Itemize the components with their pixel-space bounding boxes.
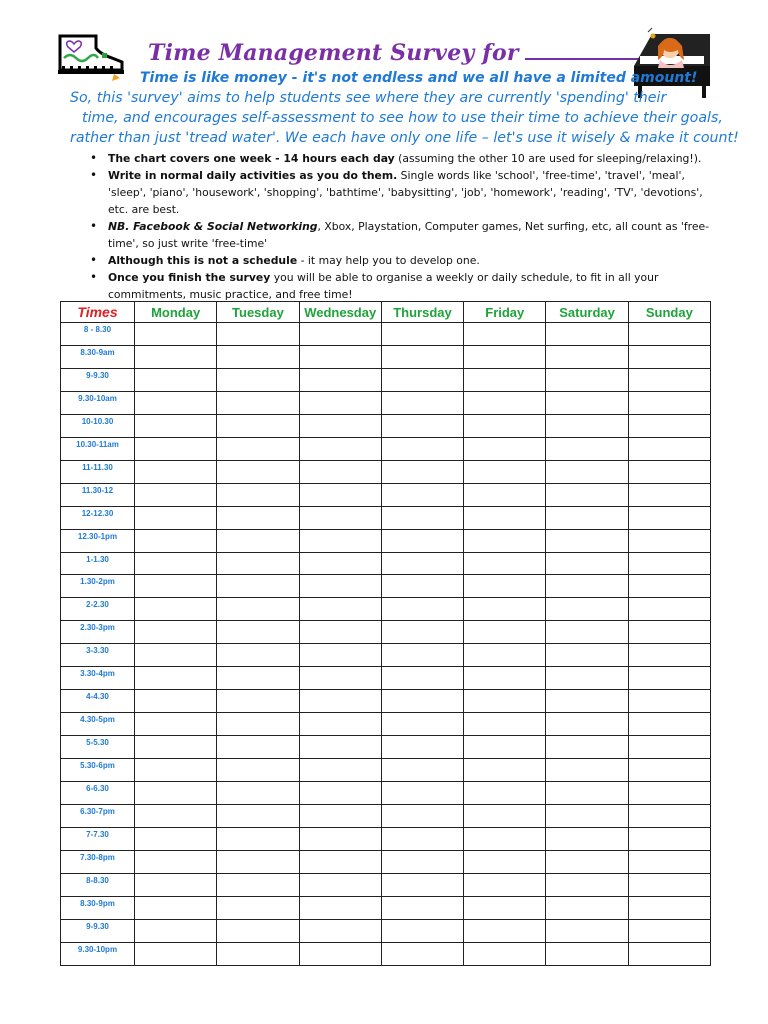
entry-cell-friday[interactable]	[464, 460, 546, 483]
entry-cell-monday[interactable]	[135, 896, 217, 919]
table-row	[61, 368, 711, 391]
table-row	[61, 598, 711, 621]
time-slot-label: 9.30-10am	[61, 391, 135, 414]
time-slot-label: 10.30-11am	[61, 437, 135, 460]
entry-cell-saturday[interactable]	[546, 736, 628, 759]
entry-cell-thursday[interactable]	[381, 621, 463, 644]
time-slot-label: 5-5.30	[61, 736, 135, 759]
entry-cell-monday[interactable]	[135, 598, 217, 621]
day-header-friday: Friday	[464, 302, 546, 323]
girl-at-piano-illustration	[630, 26, 712, 100]
instruction-bold: NB. Facebook & Social Networking	[108, 220, 318, 233]
entry-cell-sunday[interactable]	[628, 896, 710, 919]
entry-cell-monday[interactable]	[135, 942, 217, 965]
entry-cell-monday[interactable]	[135, 690, 217, 713]
time-slot-label: 2.30-3pm	[61, 621, 135, 644]
entry-cell-wednesday[interactable]	[299, 713, 381, 736]
entry-cell-wednesday[interactable]	[299, 736, 381, 759]
table-row	[61, 437, 711, 460]
entry-cell-monday[interactable]	[135, 644, 217, 667]
entry-cell-wednesday[interactable]	[299, 942, 381, 965]
entry-cell-friday[interactable]	[464, 506, 546, 529]
entry-cell-tuesday[interactable]	[217, 345, 299, 368]
entry-cell-sunday[interactable]	[628, 345, 710, 368]
entry-cell-wednesday[interactable]	[299, 368, 381, 391]
entry-cell-monday[interactable]	[135, 506, 217, 529]
entry-cell-friday[interactable]	[464, 621, 546, 644]
time-slot-label: 10-10.30	[61, 414, 135, 437]
day-header-saturday: Saturday	[546, 302, 628, 323]
entry-cell-wednesday[interactable]	[299, 850, 381, 873]
instruction-text: (assuming the other 10 are used for sleeping/relaxing!).	[394, 152, 702, 165]
time-slot-label: 2-2.30	[61, 598, 135, 621]
entry-cell-friday[interactable]	[464, 736, 546, 759]
entry-cell-sunday[interactable]	[628, 483, 710, 506]
entry-cell-saturday[interactable]	[546, 782, 628, 805]
entry-cell-wednesday[interactable]	[299, 437, 381, 460]
entry-cell-tuesday[interactable]	[217, 575, 299, 598]
entry-cell-sunday[interactable]	[628, 621, 710, 644]
entry-cell-tuesday[interactable]	[217, 529, 299, 552]
entry-cell-friday[interactable]	[464, 483, 546, 506]
entry-cell-tuesday[interactable]	[217, 323, 299, 346]
entry-cell-tuesday[interactable]	[217, 896, 299, 919]
entry-cell-wednesday[interactable]	[299, 506, 381, 529]
entry-cell-sunday[interactable]	[628, 782, 710, 805]
entry-cell-sunday[interactable]	[628, 391, 710, 414]
intro-line-3: rather than just 'tread water'. We each have only one life – let's use it wisely & make it count!	[70, 130, 739, 146]
table-row	[61, 529, 711, 552]
entry-cell-wednesday[interactable]	[299, 896, 381, 919]
entry-cell-friday[interactable]	[464, 575, 546, 598]
time-slot-label: 8 - 8.30	[61, 323, 135, 346]
day-header-tuesday: Tuesday	[217, 302, 299, 323]
entry-cell-friday[interactable]	[464, 437, 546, 460]
entry-cell-wednesday[interactable]	[299, 323, 381, 346]
entry-cell-friday[interactable]	[464, 368, 546, 391]
entry-cell-thursday[interactable]	[381, 483, 463, 506]
musical-keys-logo	[56, 30, 128, 82]
entry-cell-thursday[interactable]	[381, 805, 463, 828]
entry-cell-wednesday[interactable]	[299, 690, 381, 713]
entry-cell-friday[interactable]	[464, 873, 546, 896]
table-row	[61, 873, 711, 896]
entry-cell-sunday[interactable]	[628, 552, 710, 575]
entry-cell-friday[interactable]	[464, 850, 546, 873]
entry-cell-tuesday[interactable]	[217, 644, 299, 667]
entry-cell-wednesday[interactable]	[299, 529, 381, 552]
entry-cell-wednesday[interactable]	[299, 827, 381, 850]
entry-cell-tuesday[interactable]	[217, 391, 299, 414]
table-row	[61, 414, 711, 437]
entry-cell-monday[interactable]	[135, 919, 217, 942]
entry-cell-tuesday[interactable]	[217, 736, 299, 759]
day-header-sunday: Sunday	[628, 302, 710, 323]
entry-cell-saturday[interactable]	[546, 690, 628, 713]
times-column-header: Times	[61, 302, 135, 323]
instruction-item	[90, 218, 720, 252]
instruction-item	[90, 252, 720, 269]
entry-cell-thursday[interactable]	[381, 759, 463, 782]
entry-cell-saturday[interactable]	[546, 598, 628, 621]
time-slot-label: 8.30-9pm	[61, 896, 135, 919]
entry-cell-saturday[interactable]	[546, 460, 628, 483]
entry-cell-saturday[interactable]	[546, 414, 628, 437]
entry-cell-saturday[interactable]	[546, 942, 628, 965]
entry-cell-friday[interactable]	[464, 529, 546, 552]
entry-cell-monday[interactable]	[135, 368, 217, 391]
entry-cell-wednesday[interactable]	[299, 759, 381, 782]
entry-cell-monday[interactable]	[135, 621, 217, 644]
entry-cell-friday[interactable]	[464, 552, 546, 575]
title-text: Time Management Survey for	[148, 40, 519, 66]
entry-cell-monday[interactable]	[135, 805, 217, 828]
entry-cell-thursday[interactable]	[381, 919, 463, 942]
table-header-row	[61, 302, 711, 323]
entry-cell-saturday[interactable]	[546, 529, 628, 552]
instruction-text: , Xbox, Playstation, Computer games, Net surfing, etc, all count as 'free-time', so just write 'free-time'	[108, 220, 710, 250]
entry-cell-tuesday[interactable]	[217, 919, 299, 942]
entry-cell-thursday[interactable]	[381, 827, 463, 850]
entry-cell-sunday[interactable]	[628, 460, 710, 483]
time-slot-label: 8.30-9am	[61, 345, 135, 368]
intro-line-2: time, and encourages self-assessment to see how to use their time to achieve their goals,	[82, 110, 723, 126]
entry-cell-thursday[interactable]	[381, 942, 463, 965]
entry-cell-thursday[interactable]	[381, 896, 463, 919]
entry-cell-sunday[interactable]	[628, 919, 710, 942]
entry-cell-monday[interactable]	[135, 759, 217, 782]
entry-cell-thursday[interactable]	[381, 552, 463, 575]
entry-cell-tuesday[interactable]	[217, 942, 299, 965]
entry-cell-thursday[interactable]	[381, 345, 463, 368]
entry-cell-saturday[interactable]	[546, 805, 628, 828]
entry-cell-thursday[interactable]	[381, 667, 463, 690]
entry-cell-thursday[interactable]	[381, 690, 463, 713]
entry-cell-tuesday[interactable]	[217, 690, 299, 713]
time-slot-label: 6.30-7pm	[61, 805, 135, 828]
time-slot-label: 9-9.30	[61, 368, 135, 391]
entry-cell-thursday[interactable]	[381, 437, 463, 460]
entry-cell-thursday[interactable]	[381, 873, 463, 896]
entry-cell-friday[interactable]	[464, 414, 546, 437]
table-row	[61, 759, 711, 782]
entry-cell-saturday[interactable]	[546, 873, 628, 896]
entry-cell-wednesday[interactable]	[299, 805, 381, 828]
entry-cell-wednesday[interactable]	[299, 644, 381, 667]
time-slot-label: 1-1.30	[61, 552, 135, 575]
entry-cell-monday[interactable]	[135, 782, 217, 805]
table-row	[61, 391, 711, 414]
entry-cell-tuesday[interactable]	[217, 759, 299, 782]
entry-cell-saturday[interactable]	[546, 667, 628, 690]
entry-cell-tuesday[interactable]	[217, 460, 299, 483]
entry-cell-saturday[interactable]	[546, 759, 628, 782]
entry-cell-sunday[interactable]	[628, 437, 710, 460]
entry-cell-saturday[interactable]	[546, 621, 628, 644]
entry-cell-monday[interactable]	[135, 552, 217, 575]
entry-cell-thursday[interactable]	[381, 391, 463, 414]
table-row	[61, 460, 711, 483]
entry-cell-monday[interactable]	[135, 483, 217, 506]
table-row	[61, 942, 711, 965]
entry-cell-monday[interactable]	[135, 391, 217, 414]
entry-cell-friday[interactable]	[464, 690, 546, 713]
entry-cell-tuesday[interactable]	[217, 621, 299, 644]
entry-cell-sunday[interactable]	[628, 667, 710, 690]
entry-cell-thursday[interactable]	[381, 460, 463, 483]
entry-cell-thursday[interactable]	[381, 414, 463, 437]
table-row	[61, 850, 711, 873]
entry-cell-saturday[interactable]	[546, 896, 628, 919]
intro-line-1: So, this 'survey' aims to help students see where they are currently 'spending' their	[70, 90, 667, 106]
time-slot-label: 12-12.30	[61, 506, 135, 529]
table-row	[61, 896, 711, 919]
entry-cell-wednesday[interactable]	[299, 919, 381, 942]
entry-cell-wednesday[interactable]	[299, 621, 381, 644]
entry-cell-sunday[interactable]	[628, 873, 710, 896]
time-slot-label: 7-7.30	[61, 827, 135, 850]
entry-cell-monday[interactable]	[135, 529, 217, 552]
entry-cell-thursday[interactable]	[381, 323, 463, 346]
entry-cell-thursday[interactable]	[381, 598, 463, 621]
entry-cell-saturday[interactable]	[546, 437, 628, 460]
entry-cell-tuesday[interactable]	[217, 437, 299, 460]
entry-cell-sunday[interactable]	[628, 598, 710, 621]
instruction-text: - it may help you to develop one.	[297, 254, 480, 267]
entry-cell-tuesday[interactable]	[217, 805, 299, 828]
table-row	[61, 575, 711, 598]
day-header-monday: Monday	[135, 302, 217, 323]
table-row	[61, 506, 711, 529]
entry-cell-wednesday[interactable]	[299, 483, 381, 506]
entry-cell-sunday[interactable]	[628, 368, 710, 391]
time-survey-table	[60, 301, 711, 966]
time-slot-label: 3-3.30	[61, 644, 135, 667]
entry-cell-wednesday[interactable]	[299, 345, 381, 368]
entry-cell-friday[interactable]	[464, 598, 546, 621]
entry-cell-saturday[interactable]	[546, 827, 628, 850]
entry-cell-tuesday[interactable]	[217, 483, 299, 506]
entry-cell-tuesday[interactable]	[217, 782, 299, 805]
entry-cell-saturday[interactable]	[546, 552, 628, 575]
entry-cell-monday[interactable]	[135, 460, 217, 483]
entry-cell-monday[interactable]	[135, 850, 217, 873]
entry-cell-wednesday[interactable]	[299, 391, 381, 414]
time-slot-label: 4.30-5pm	[61, 713, 135, 736]
entry-cell-tuesday[interactable]	[217, 414, 299, 437]
entry-cell-monday[interactable]	[135, 827, 217, 850]
entry-cell-tuesday[interactable]	[217, 506, 299, 529]
time-slot-label: 11-11.30	[61, 460, 135, 483]
entry-cell-tuesday[interactable]	[217, 827, 299, 850]
entry-cell-friday[interactable]	[464, 713, 546, 736]
entry-cell-tuesday[interactable]	[217, 850, 299, 873]
entry-cell-thursday[interactable]	[381, 736, 463, 759]
time-slot-label: 3.30-4pm	[61, 667, 135, 690]
time-slot-label: 11.30-12	[61, 483, 135, 506]
entry-cell-friday[interactable]	[464, 323, 546, 346]
entry-cell-wednesday[interactable]	[299, 575, 381, 598]
instruction-item	[90, 269, 720, 303]
time-slot-label: 6-6.30	[61, 782, 135, 805]
day-header-wednesday: Wednesday	[299, 302, 381, 323]
time-slot-label: 1.30-2pm	[61, 575, 135, 598]
entry-cell-friday[interactable]	[464, 919, 546, 942]
instruction-item	[90, 167, 720, 218]
entry-cell-thursday[interactable]	[381, 644, 463, 667]
entry-cell-saturday[interactable]	[546, 483, 628, 506]
entry-cell-thursday[interactable]	[381, 713, 463, 736]
time-slot-label: 5.30-6pm	[61, 759, 135, 782]
entry-cell-friday[interactable]	[464, 391, 546, 414]
entry-cell-saturday[interactable]	[546, 506, 628, 529]
entry-cell-monday[interactable]	[135, 873, 217, 896]
table-row	[61, 345, 711, 368]
entry-cell-tuesday[interactable]	[217, 552, 299, 575]
time-slot-label: 7.30-8pm	[61, 850, 135, 873]
table-row	[61, 919, 711, 942]
entry-cell-sunday[interactable]	[628, 575, 710, 598]
entry-cell-saturday[interactable]	[546, 368, 628, 391]
table-row	[61, 827, 711, 850]
entry-cell-friday[interactable]	[464, 782, 546, 805]
entry-cell-monday[interactable]	[135, 713, 217, 736]
table-row	[61, 621, 711, 644]
entry-cell-sunday[interactable]	[628, 827, 710, 850]
instruction-text: you will be able to organise a weekly or daily schedule, to fit in all your commitments, music practice, and free time!	[108, 271, 659, 301]
entry-cell-thursday[interactable]	[381, 529, 463, 552]
entry-cell-friday[interactable]	[464, 644, 546, 667]
entry-cell-thursday[interactable]	[381, 506, 463, 529]
table-body	[61, 323, 711, 966]
entry-cell-thursday[interactable]	[381, 782, 463, 805]
instruction-bold: Write in normal daily activities as you do them.	[108, 169, 398, 182]
entry-cell-tuesday[interactable]	[217, 598, 299, 621]
table-row	[61, 667, 711, 690]
entry-cell-wednesday[interactable]	[299, 873, 381, 896]
entry-cell-monday[interactable]	[135, 323, 217, 346]
entry-cell-thursday[interactable]	[381, 575, 463, 598]
subtitle: Time is like money - it's not endless and we all have a limited amount!	[140, 70, 698, 86]
entry-cell-saturday[interactable]	[546, 345, 628, 368]
entry-cell-sunday[interactable]	[628, 414, 710, 437]
entry-cell-sunday[interactable]	[628, 805, 710, 828]
instruction-bold: Once you finish the survey	[108, 271, 271, 284]
page-title	[148, 40, 695, 66]
entry-cell-monday[interactable]	[135, 345, 217, 368]
table-row	[61, 713, 711, 736]
table-row	[61, 690, 711, 713]
entry-cell-monday[interactable]	[135, 414, 217, 437]
instructions-list	[90, 150, 720, 303]
entry-cell-sunday[interactable]	[628, 644, 710, 667]
entry-cell-friday[interactable]	[464, 345, 546, 368]
entry-cell-sunday[interactable]	[628, 529, 710, 552]
entry-cell-thursday[interactable]	[381, 368, 463, 391]
entry-cell-tuesday[interactable]	[217, 368, 299, 391]
table-row	[61, 782, 711, 805]
entry-cell-monday[interactable]	[135, 575, 217, 598]
entry-cell-sunday[interactable]	[628, 759, 710, 782]
instruction-text: Single words like 'school', 'free-time', 'travel', 'meal', 'sleep', 'piano', 'housework', 'shopping', 'bathtime', 'babysitting', 'job', 'homework', 'reading', 'TV', 'devotions', etc. are best.	[108, 169, 703, 216]
entry-cell-monday[interactable]	[135, 667, 217, 690]
entry-cell-sunday[interactable]	[628, 736, 710, 759]
entry-cell-friday[interactable]	[464, 667, 546, 690]
entry-cell-sunday[interactable]	[628, 713, 710, 736]
instruction-item	[90, 150, 720, 167]
entry-cell-friday[interactable]	[464, 827, 546, 850]
table-row	[61, 323, 711, 346]
entry-cell-tuesday[interactable]	[217, 873, 299, 896]
entry-cell-saturday[interactable]	[546, 713, 628, 736]
instruction-bold: The chart covers one week - 14 hours each day	[108, 152, 395, 165]
entry-cell-wednesday[interactable]	[299, 552, 381, 575]
entry-cell-friday[interactable]	[464, 896, 546, 919]
entry-cell-saturday[interactable]	[546, 391, 628, 414]
entry-cell-wednesday[interactable]	[299, 667, 381, 690]
entry-cell-sunday[interactable]	[628, 506, 710, 529]
entry-cell-saturday[interactable]	[546, 644, 628, 667]
entry-cell-wednesday[interactable]	[299, 598, 381, 621]
entry-cell-friday[interactable]	[464, 942, 546, 965]
entry-cell-friday[interactable]	[464, 805, 546, 828]
entry-cell-sunday[interactable]	[628, 942, 710, 965]
entry-cell-wednesday[interactable]	[299, 460, 381, 483]
table-row	[61, 552, 711, 575]
entry-cell-tuesday[interactable]	[217, 713, 299, 736]
entry-cell-thursday[interactable]	[381, 850, 463, 873]
entry-cell-saturday[interactable]	[546, 850, 628, 873]
table-row	[61, 483, 711, 506]
entry-cell-saturday[interactable]	[546, 919, 628, 942]
time-slot-label: 8-8.30	[61, 873, 135, 896]
entry-cell-wednesday[interactable]	[299, 782, 381, 805]
time-slot-label: 4-4.30	[61, 690, 135, 713]
entry-cell-sunday[interactable]	[628, 323, 710, 346]
entry-cell-monday[interactable]	[135, 736, 217, 759]
entry-cell-tuesday[interactable]	[217, 667, 299, 690]
table-row	[61, 644, 711, 667]
time-slot-label: 9-9.30	[61, 919, 135, 942]
day-header-thursday: Thursday	[381, 302, 463, 323]
table-row	[61, 805, 711, 828]
entry-cell-monday[interactable]	[135, 437, 217, 460]
time-slot-label: 12.30-1pm	[61, 529, 135, 552]
entry-cell-friday[interactable]	[464, 759, 546, 782]
entry-cell-saturday[interactable]	[546, 323, 628, 346]
time-slot-label: 9.30-10pm	[61, 942, 135, 965]
entry-cell-sunday[interactable]	[628, 850, 710, 873]
entry-cell-sunday[interactable]	[628, 690, 710, 713]
table-row	[61, 736, 711, 759]
instruction-bold: Although this is not a schedule	[108, 254, 298, 267]
entry-cell-saturday[interactable]	[546, 575, 628, 598]
entry-cell-wednesday[interactable]	[299, 414, 381, 437]
